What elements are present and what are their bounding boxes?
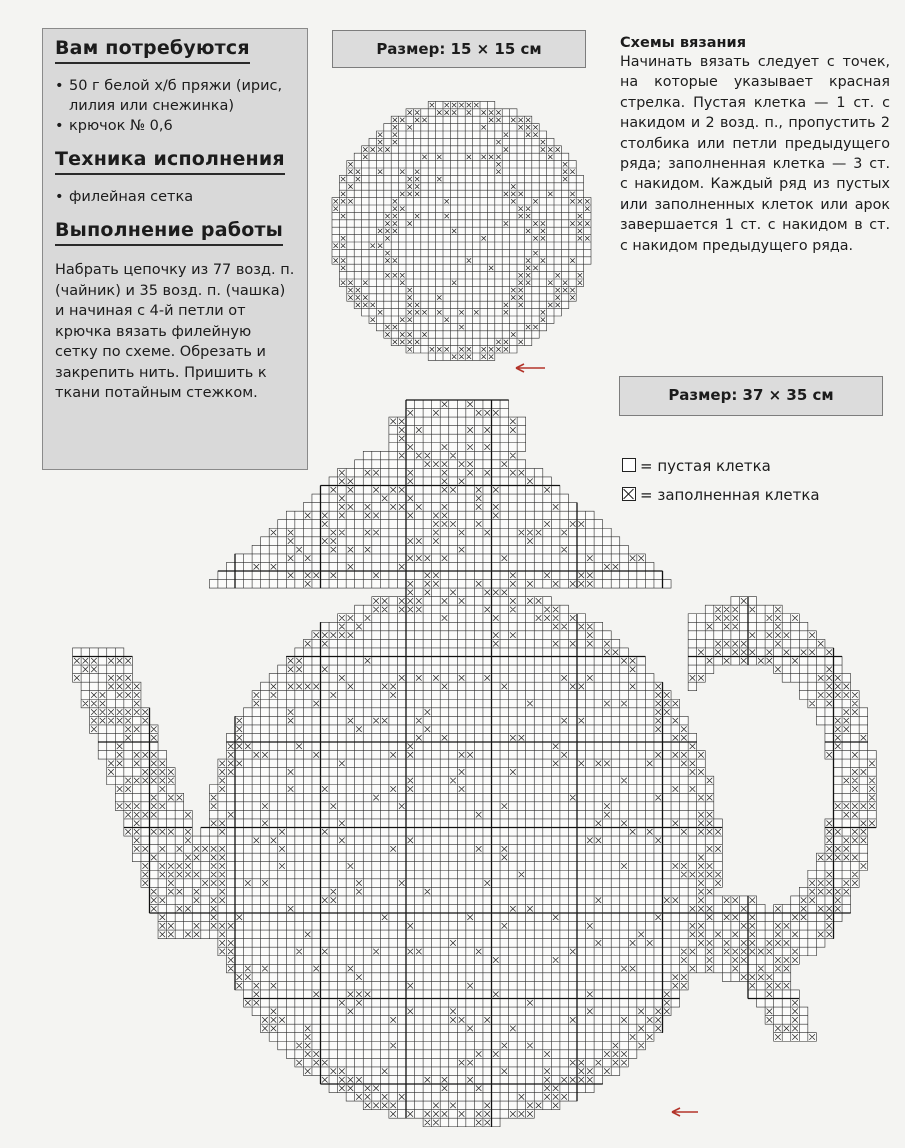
- teapot-size-label: Размер: 37 × 35 см: [619, 376, 883, 416]
- legend-filled-label: = заполненная клетка: [640, 486, 820, 504]
- materials-heading: Вам потребуются: [55, 37, 250, 64]
- legend-empty-label: = пустая клетка: [640, 457, 771, 475]
- schemes-text: Начинать вязать следует с точек, на которые указывает красная стрелка. Пустая клетка — 1 ст. с накидом и 2 возд. п., пропустить 2 столбика или петли предыдущего ряда; заполненная клетка — 3 ст. с накидом. Каждый ряд из пустых или заполненных клеток или арок завершается 1 ст. с накидом в ст. с накидом предыдущего ряда.: [620, 54, 890, 254]
- work-heading: Выполнение работы: [55, 219, 283, 246]
- schemes-heading: Схемы вязания: [620, 35, 747, 51]
- chart-cells: [73, 400, 877, 1127]
- materials-item-yarn: • 50 г белой х/б пряжи (ирис, лилия или снежинка): [55, 76, 295, 116]
- teapot-start-arrow-icon: [672, 1108, 698, 1116]
- materials-item-hook: • крючок № 0,6: [55, 116, 295, 136]
- cup-start-arrow-icon: [516, 364, 545, 372]
- technique-item: • филейная сетка: [55, 187, 295, 207]
- cup-size-label: Размер: 15 × 15 см: [332, 30, 586, 68]
- work-instructions: Набрать цепочку из 77 возд. п. (чайник) и 35 возд. п. (чашка) и начиная с 4-й петли от крючка вязать филейную сетку по схеме. Обрезать и закрепить нить. Пришить к ткани потайным стежком.: [55, 262, 295, 401]
- teapot-chart: [73, 400, 877, 1127]
- technique-heading: Техника исполнения: [55, 148, 285, 175]
- cup-chart: [332, 101, 591, 360]
